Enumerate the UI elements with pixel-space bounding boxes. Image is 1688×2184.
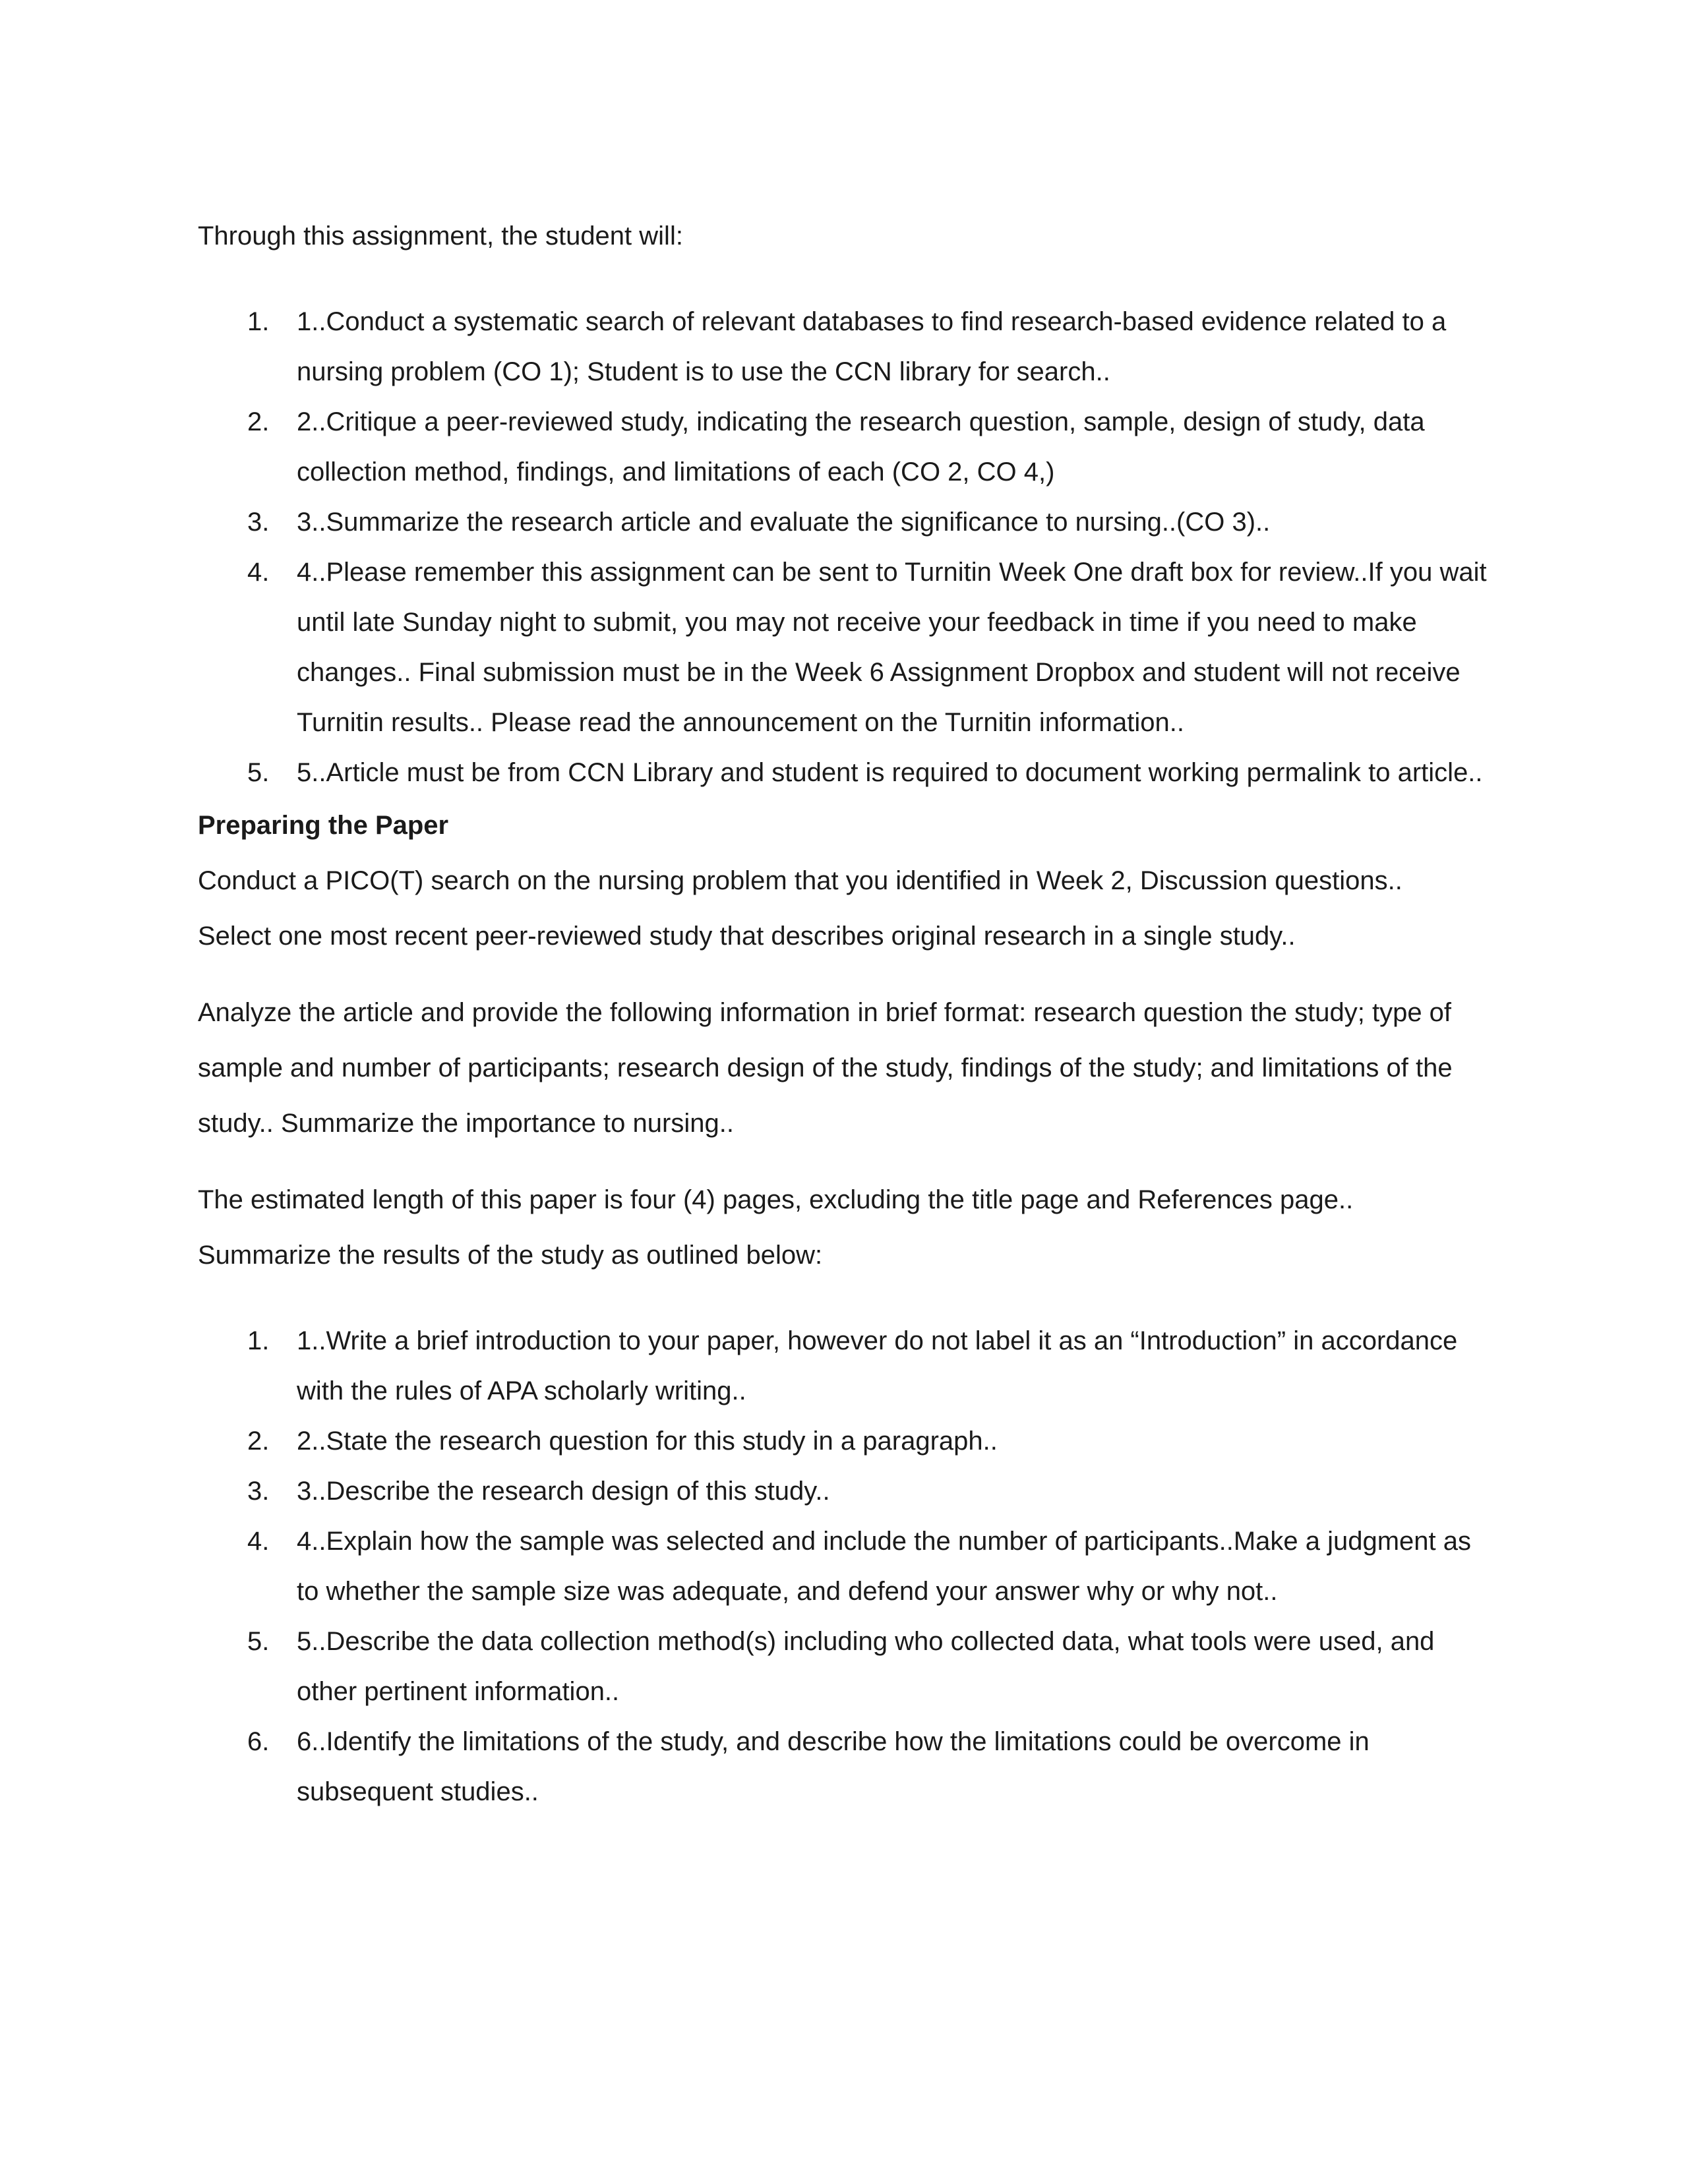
list-item (198, 497, 1490, 547)
list-item (198, 1516, 1490, 1616)
list-item (198, 1316, 1490, 1416)
list-item-text: 4..Please remember this assignment can be sent to Turnitin Week One draft box for review..If you wait until late Sunday night to submit, you may not receive your feedback in time if you need to make changes.. Final submission must be in the Week 6 Assignment Dropbox and student will not receive Turnitin results.. Please read the announcement on the Turnitin information.. (297, 558, 1487, 737)
section-heading: Preparing the Paper (198, 811, 449, 840)
list-item (198, 1416, 1490, 1466)
paragraph-paper-length: The estimated length of this paper is four (4) pages, excluding the title page and References page.. (198, 1185, 1354, 1214)
spacer (198, 1283, 1490, 1316)
list-item-number: 3. (247, 1477, 270, 1506)
intro-text: Through this assignment, the student will: (198, 221, 683, 251)
list-item (198, 1616, 1490, 1717)
list-item (198, 397, 1490, 497)
steps-list (198, 1316, 1490, 1817)
list-item-number: 4. (247, 558, 270, 587)
list-item (198, 547, 1490, 748)
list-item-number: 5. (247, 1627, 270, 1656)
list-item (198, 1717, 1490, 1817)
list-item-text: 4..Explain how the sample was selected and include the number of participants..Make a judgment as to whether the sample size was adequate, and defend your answer why or why not.. (297, 1527, 1472, 1606)
list-item-number: 1. (247, 1326, 270, 1355)
list-item-number: 2. (247, 407, 270, 436)
list-item-number: 1. (247, 307, 270, 336)
list-item-text: 5..Describe the data collection method(s) including who collected data, what tools were used, and other pertinent information.. (297, 1627, 1435, 1706)
spacer (198, 1151, 1490, 1172)
list-item (198, 297, 1490, 397)
list-item-number: 3. (247, 508, 270, 537)
list-item-number: 5. (247, 758, 270, 787)
list-item-number: 2. (247, 1427, 270, 1456)
paragraph-pico-search: Conduct a PICO(T) search on the nursing problem that you identified in Week 2, Discussion questions.. (198, 866, 1402, 895)
list-item-text: 6..Identify the limitations of the study, and describe how the limitations could be overcome in subsequent studies.. (297, 1727, 1370, 1806)
document-content (198, 211, 1490, 1817)
list-item-text: 3..Summarize the research article and evaluate the significance to nursing..(CO 3).. (297, 508, 1271, 537)
list-item-text: 2..Critique a peer-reviewed study, indicating the research question, sample, design of study, data collection method, findings, and limitations of each (CO 2, CO 4,) (297, 407, 1425, 487)
list-item (198, 1466, 1490, 1516)
objectives-list (198, 297, 1490, 798)
list-item-number: 6. (247, 1727, 270, 1756)
list-item-text: 5..Article must be from CCN Library and student is required to document working permalink to article.. (297, 758, 1483, 787)
list-item (198, 748, 1490, 798)
list-item-text: 3..Describe the research design of this study.. (297, 1477, 830, 1506)
paragraph-select-study: Select one most recent peer-reviewed study that describes original research in a single study.. (198, 922, 1296, 951)
list-item-text: 1..Conduct a systematic search of relevant databases to find research-based evidence related to a nursing problem (CO 1); Student is to use the CCN library for search.. (297, 307, 1447, 386)
list-item-text: 1..Write a brief introduction to your paper, however do not label it as an “Introduction” in accordance with the rules of APA scholarly writing.. (297, 1326, 1458, 1405)
paragraph-summarize-results: Summarize the results of the study as outlined below: (198, 1241, 823, 1270)
list-item-number: 4. (247, 1527, 270, 1556)
list-item-text: 2..State the research question for this study in a paragraph.. (297, 1427, 998, 1456)
spacer (198, 964, 1490, 985)
paragraph-analyze-article: Analyze the article and provide the following information in brief format: research question the study; type of sample and number of participants; research design of the study, findings of the study; and limitations of the study.. Summarize the importance to nursing.. (198, 998, 1453, 1138)
